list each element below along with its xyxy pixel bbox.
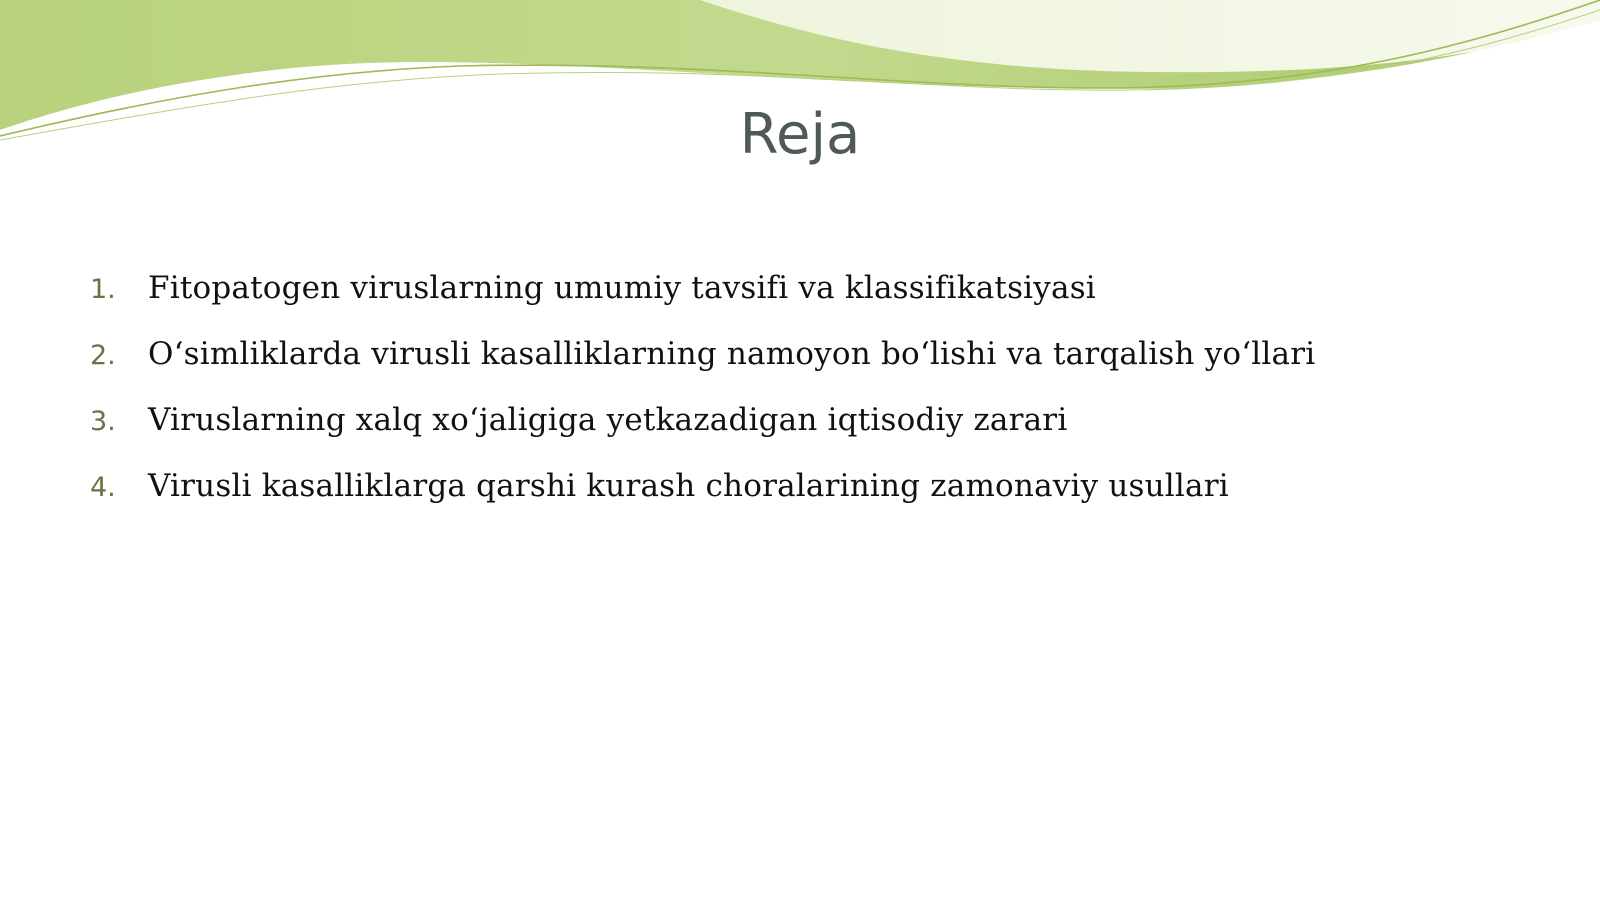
list-item-text: Virusli kasalliklarga qarshi kurash choralarining zamonaviy usullari — [148, 468, 1229, 504]
list-item-number: 4. — [90, 472, 116, 503]
list-item-number: 2. — [90, 340, 116, 371]
list-item-text: O‘simliklarda virusli kasalliklarning namoyon bo‘lishi va tarqalish yo‘llari — [148, 336, 1316, 372]
plan-list — [90, 270, 1530, 534]
page-title: Reja — [739, 102, 861, 167]
list-item — [90, 270, 1530, 336]
list-item-number: 1. — [90, 274, 116, 305]
list-item-text: Viruslarning xalq xo‘jaligiga yetkazadigan iqtisodiy zarari — [148, 402, 1068, 438]
list-item — [90, 336, 1530, 402]
list-item — [90, 402, 1530, 468]
list-item-number: 3. — [90, 406, 116, 437]
list-item — [90, 468, 1530, 534]
list-item-text: Fitopatogen viruslarning umumiy tavsifi va klassifikatsiyasi — [148, 270, 1096, 306]
